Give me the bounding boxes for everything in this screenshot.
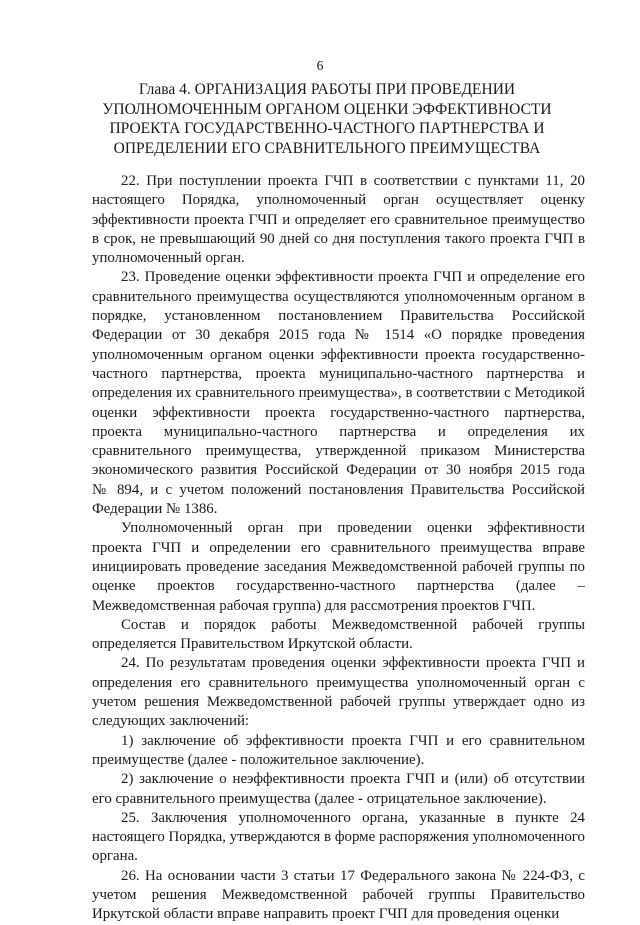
paragraph <box>92 268 585 519</box>
paragraph-line: Федерации № 1386. <box>92 501 218 518</box>
paragraph-line: его сравнительного преимущества (далее - отрицательное заключение). <box>92 790 547 807</box>
paragraph <box>92 172 585 268</box>
paragraph-line: эффективности проекта ГЧП и определяет его сравнительное преимущество <box>92 211 585 228</box>
paragraph-line: сравнительного преимущества, утвержденной приказом Министерства <box>92 443 585 460</box>
paragraph-line: проекта муниципально-частного партнерства и определения их <box>92 423 585 440</box>
paragraph-line: 22. При поступлении проекта ГЧП в соответствии с пунктами 11, 20 <box>121 173 585 189</box>
paragraph-line: проекта ГЧП и определении его сравнительного преимущества вправе <box>92 539 585 556</box>
paragraph-line: порядке, установленном постановлением Правительства Российской <box>92 308 585 325</box>
page-number: 6 <box>316 58 324 73</box>
paragraph-line: № 894, и с учетом положений постановления Правительства Российской <box>92 481 585 498</box>
paragraph-line: определения их сравнительного преимущества», в соответствии с Методикой <box>92 385 585 402</box>
paragraph-line: Иркутской области вправе направить проект ГЧП для проведения оценки <box>92 906 560 923</box>
paragraph-line: оценки эффективности проекта государственно-частного партнерства, <box>92 404 585 421</box>
paragraph-line: определения его сравнительного преимущества уполномоченный орган с <box>92 674 585 691</box>
paragraph-line: Состав и порядок работы Межведомственной рабочей группы <box>121 616 585 633</box>
paragraph-line: в срок, не превышающий 90 дней со дня поступления такого проекта ГЧП в <box>92 230 585 247</box>
paragraph-line: инициировать проведение заседания Межведомственной рабочей группы по <box>92 558 585 575</box>
paragraph-line: 25. Заключения уполномоченного органа, указанные в пункте 24 <box>121 809 585 826</box>
paragraph-line: определяется Правительством Иркутской области. <box>92 636 413 653</box>
paragraph-line: Межведомственная рабочая группа) для рассмотрения проектов ГЧП. <box>92 597 536 614</box>
paragraph <box>92 867 585 925</box>
chapter-title-line: Глава 4. ОРГАНИЗАЦИЯ РАБОТЫ ПРИ ПРОВЕДЕНИИ <box>138 81 516 98</box>
paragraph-line: преимуществе (далее - положительное заключение). <box>92 751 425 768</box>
paragraph-line: Уполномоченный орган при проведении оценки эффективности <box>121 520 585 537</box>
paragraph-line: частного партнерства, проекта муниципально-частного партнерства и <box>92 365 585 382</box>
paragraph-line: 23. Проведение оценки эффективности проекта ГЧП и определение его <box>121 269 585 286</box>
paragraph-line: следующих заключений: <box>92 713 250 730</box>
paragraph-line: 2) заключение о неэффективности проекта ГЧП и (или) об отсутствии <box>121 771 585 788</box>
paragraph-line: Федерации от 30 декабря 2015 года № 1514 «О порядке проведения <box>92 327 585 344</box>
paragraph <box>92 732 585 771</box>
paragraph-line: учетом решения Межведомственной рабочей группы утверждает одно из <box>92 694 585 711</box>
paragraph-line: уполномоченным органом оценки эффективности проекта государственно- <box>92 346 585 363</box>
paragraph-line: настоящего Порядка, утверждаются в форме распоряжения уполномоченного <box>92 829 585 846</box>
paragraph <box>92 519 585 615</box>
document-body <box>92 172 585 925</box>
paragraph-line: 24. По результатам проведения оценки эффективности проекта ГЧП и <box>121 655 585 672</box>
paragraph-line: органа. <box>92 848 138 865</box>
chapter-title-line: ПРОЕКТА ГОСУДАРСТВЕННО-ЧАСТНОГО ПАРТНЕРСТВА И <box>109 120 545 137</box>
paragraph <box>92 616 585 655</box>
paragraph <box>92 809 585 867</box>
chapter-title-line: УПОЛНОМОЧЕННЫМ ОРГАНОМ ОЦЕНКИ ЭФФЕКТИВНОСТИ <box>102 100 552 118</box>
paragraph <box>92 654 585 731</box>
paragraph-line: 1) заключение об эффективности проекта ГЧП и его сравнительном <box>121 732 585 749</box>
paragraph-line: учетом решения Межведомственной рабочей группы Правительство <box>92 886 585 903</box>
paragraph-line: сравнительного преимущества осуществляются уполномоченным органом в <box>92 288 585 305</box>
chapter-title <box>92 80 562 158</box>
paragraph-line: оценке проектов государственно-частного партнерства (далее – <box>92 578 585 595</box>
paragraph-line: уполномоченный орган. <box>92 250 245 267</box>
paragraph-line: настоящего Порядка, уполномоченный орган осуществляет оценку <box>92 192 585 209</box>
paragraph-line: экономического развития Российской Федерации от 30 ноября 2015 года <box>92 462 585 479</box>
paragraph-line: 26. На основании части 3 статьи 17 Федерального закона № 224-ФЗ, с <box>121 867 585 884</box>
paragraph <box>92 770 585 809</box>
chapter-title-line: ОПРЕДЕЛЕНИИ ЕГО СРАВНИТЕЛЬНОГО ПРЕИМУЩЕСТВА <box>113 139 541 157</box>
